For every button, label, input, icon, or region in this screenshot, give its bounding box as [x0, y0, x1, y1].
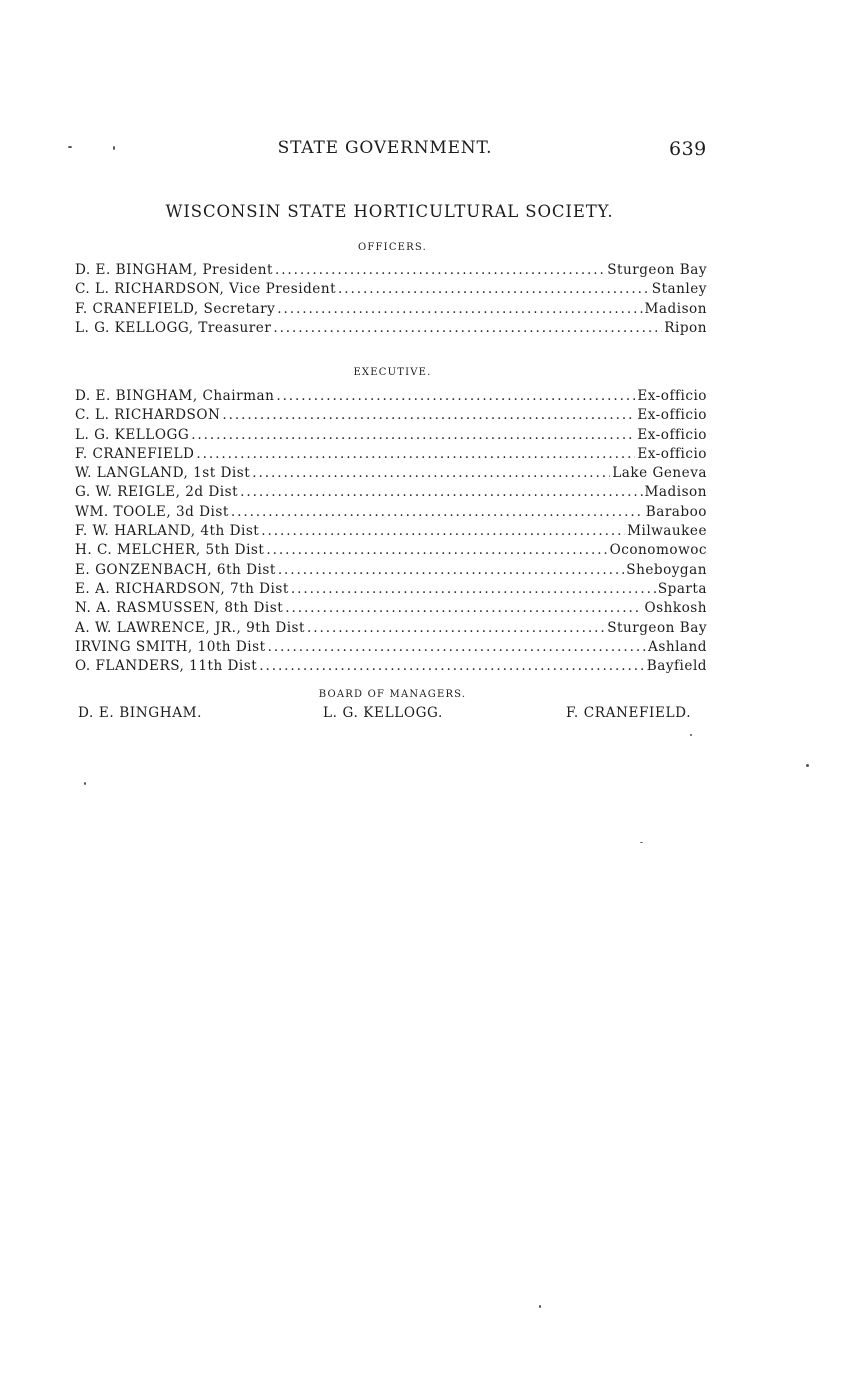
executive-place: Bayfield	[646, 658, 707, 675]
officer-row	[75, 319, 707, 338]
scan-speck	[539, 1305, 541, 1308]
dot-leader	[191, 426, 635, 445]
executive-place: Ex-officio	[637, 445, 707, 462]
executive-place: Milwaukee	[627, 523, 707, 540]
officer-place: Sturgeon Bay	[607, 262, 707, 278]
executive-name: H. C. MELCHER, 5th Dist	[75, 542, 265, 559]
scan-speck	[690, 734, 692, 736]
board-heading: BOARD OF MANAGERS.	[318, 689, 467, 700]
dot-leader	[266, 541, 607, 560]
dot-leader	[338, 280, 650, 299]
executive-name: F. CRANEFIELD	[75, 445, 195, 462]
officer-place: Ripon	[664, 319, 707, 336]
executive-row	[75, 580, 707, 599]
executive-place: Sparta	[657, 580, 707, 597]
executive-row	[75, 599, 707, 618]
executive-place: Baraboo	[645, 503, 707, 520]
society-title: WISCONSIN STATE HORTICULTURAL SOCIETY.	[165, 202, 614, 221]
executive-row	[75, 541, 707, 560]
executive-name: N. A. RASMUSSEN, 8th Dist	[75, 600, 284, 617]
executive-row	[75, 619, 707, 638]
dot-leader	[291, 580, 656, 599]
executive-name: D. E. BINGHAM, Chairman	[75, 388, 275, 404]
executive-place: Sturgeon Bay	[607, 619, 707, 636]
executive-name: A. W. LAWRENCE, JR., 9th Dist	[75, 619, 306, 636]
officer-place: Madison	[644, 300, 707, 317]
board-member: F. CRANEFIELD.	[566, 705, 692, 721]
dot-leader	[285, 599, 642, 618]
executive-name: E. GONZENBACH, 6th Dist	[75, 561, 276, 578]
running-title: STATE GOVERNMENT.	[277, 138, 493, 158]
dot-leader	[276, 387, 635, 406]
executive-place: Ex-officio	[637, 407, 707, 424]
executive-place: Madison	[644, 484, 707, 501]
scan-speck	[640, 842, 643, 843]
dot-leader	[196, 445, 635, 464]
officer-row	[75, 261, 707, 280]
dot-leader	[277, 300, 642, 319]
dot-leader	[307, 619, 605, 638]
executive-row	[75, 387, 707, 406]
executive-name: IRVING SMITH, 10th Dist	[75, 638, 266, 655]
officers-list	[75, 261, 707, 338]
executive-heading: EXECUTIVE.	[353, 367, 432, 378]
officer-name: F. CRANEFIELD, Secretary	[75, 300, 276, 317]
board-members	[78, 705, 710, 725]
officer-name: D. E. BINGHAM, President	[75, 262, 273, 278]
dot-leader	[231, 503, 644, 522]
executive-place: Ex-officio	[637, 426, 707, 443]
executive-place: Sheboygan	[626, 561, 707, 578]
executive-name: E. A. RICHARDSON, 7th Dist	[75, 580, 289, 597]
running-head	[0, 138, 859, 164]
dot-leader	[273, 319, 662, 338]
officer-name: L. G. KELLOGG, Treasurer	[75, 319, 272, 336]
dot-leader	[278, 561, 624, 580]
executive-name: G. W. REIGLE, 2d Dist	[75, 484, 239, 501]
executive-row	[75, 638, 707, 657]
dot-leader	[261, 522, 625, 541]
scan-speck	[84, 782, 86, 785]
executive-place: Lake Geneva	[612, 465, 707, 482]
officer-name: C. L. RICHARDSON, Vice President	[75, 281, 337, 298]
dot-leader	[275, 261, 605, 280]
executive-list	[75, 387, 707, 676]
officers-heading: OFFICERS.	[358, 242, 427, 253]
executive-row	[75, 483, 707, 502]
officer-place: Stanley	[651, 281, 707, 298]
executive-row	[75, 561, 707, 580]
executive-row	[75, 464, 707, 483]
executive-name: O. FLANDERS, 11th Dist	[75, 658, 258, 675]
executive-name: F. W. HARLAND, 4th Dist	[75, 523, 260, 540]
executive-place: Oconomowoc	[609, 542, 707, 559]
executive-name: W. LANGLAND, 1st Dist	[75, 465, 251, 482]
dot-leader	[252, 464, 610, 483]
scan-speck	[68, 146, 72, 148]
dot-leader	[268, 638, 646, 657]
board-member: L. G. KELLOGG.	[323, 705, 443, 721]
executive-place: Oshkosh	[644, 600, 707, 617]
executive-row	[75, 522, 707, 541]
officer-row	[75, 300, 707, 319]
executive-name: L. G. KELLOGG	[75, 426, 190, 443]
scan-speck	[806, 764, 809, 767]
executive-row	[75, 406, 707, 425]
board-member: D. E. BINGHAM.	[78, 705, 203, 721]
executive-name: C. L. RICHARDSON	[75, 407, 221, 424]
officer-row	[75, 280, 707, 299]
scan-speck	[113, 146, 115, 150]
dot-leader	[240, 483, 642, 502]
executive-place: Ashland	[648, 638, 707, 655]
executive-row	[75, 445, 707, 464]
executive-row	[75, 426, 707, 445]
executive-place: Ex-officio	[637, 388, 707, 404]
dot-leader	[259, 657, 645, 676]
executive-row	[75, 657, 707, 676]
dot-leader	[222, 406, 635, 425]
page-number: 639	[669, 138, 707, 160]
executive-name: WM. TOOLE, 3d Dist	[75, 503, 229, 520]
executive-row	[75, 503, 707, 522]
